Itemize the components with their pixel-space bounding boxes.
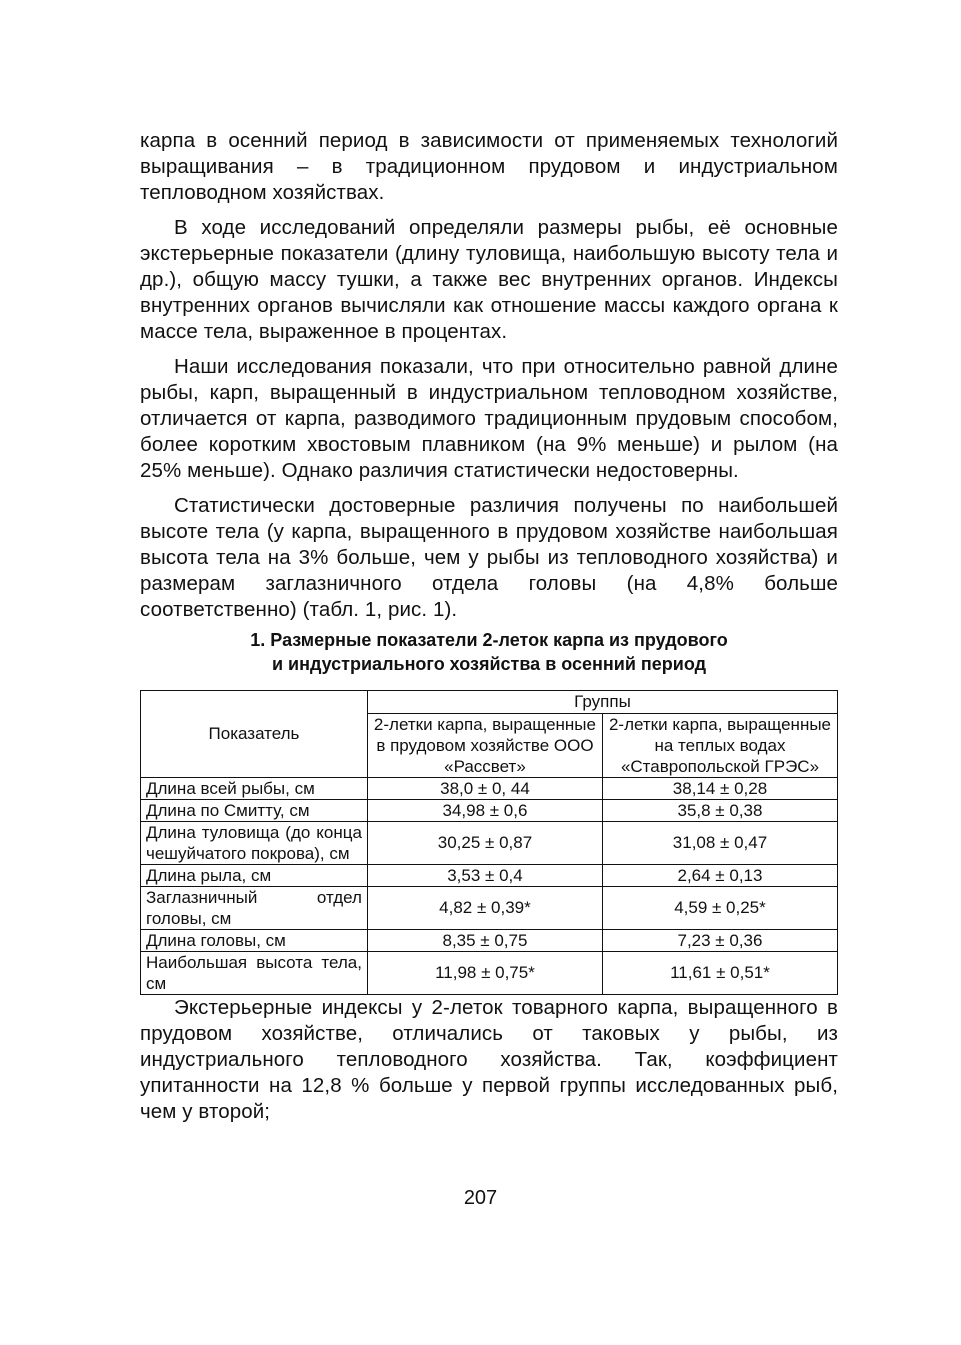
row-label: Длина головы, см: [141, 929, 368, 951]
row-value-group-1: 11,98 ± 0,75*: [367, 951, 602, 994]
row-value-group-2: 11,61 ± 0,51*: [602, 951, 837, 994]
measurements-table: [140, 690, 838, 995]
row-label: Заглазничный отдел головы, см: [141, 886, 368, 929]
table-row: [141, 886, 838, 929]
table-caption-line-2: и индустриального хозяйства в осенний период: [271, 653, 707, 674]
row-value-group-2: 2,64 ± 0,13: [602, 864, 837, 886]
row-label: Длина всей рыбы, см: [141, 777, 368, 799]
row-label: Длина по Смитту, см: [141, 799, 368, 821]
row-value-group-1: 8,35 ± 0,75: [367, 929, 602, 951]
row-label: Длина туловища (до конца чешуйчатого покрова), см: [141, 821, 368, 864]
row-value-group-2: 4,59 ± 0,25*: [602, 886, 837, 929]
paragraph-4: Статистически достоверные различия получены по наибольшей высоте тела (у карпа, выращенного в прудовом хозяйстве наибольшая высота тела на 3% больше, чем у рыбы из тепловодного хозяйства) и размерам заглазничного отдела головы (на 4,8% больше соответственно) (табл. 1, рис. 1).: [140, 493, 838, 622]
page-number: 207: [463, 1187, 498, 1209]
header-groups: Группы: [367, 690, 837, 713]
row-value-group-1: 30,25 ± 0,87: [367, 821, 602, 864]
table-caption-line-1: 1. Размерные показатели 2-леток карпа из прудового: [250, 629, 728, 650]
table-row: [141, 951, 838, 994]
paragraph-3: Наши исследования показали, что при относительно равной длине рыбы, карп, выращенный в индустриальном тепловодном хозяйстве, отличается от карпа, разводимого традиционным прудовым способом, более коротким хвостовым плавником (на 9% меньше) и рылом (на 25% меньше). Однако различия статистически недостоверны.: [140, 354, 838, 483]
row-label: Наибольшая высота тела, см: [141, 951, 368, 994]
paragraph-2: В ходе исследований определяли размеры рыбы, её основные экстерьерные показатели (длину туловища, наибольшую высоту тела и др.), общую массу тушки, а также вес внутренних органов. Индексы внутренних органов вычисляли как отношение массы каждого органа к массе тела, выраженное в процентах.: [140, 215, 838, 344]
header-group-1: 2-летки карпа, выращенные в прудовом хозяйстве ООО «Рассвет»: [367, 713, 602, 777]
row-value-group-1: 3,53 ± 0,4: [367, 864, 602, 886]
row-value-group-2: 31,08 ± 0,47: [602, 821, 837, 864]
row-value-group-2: 38,14 ± 0,28: [602, 777, 837, 799]
row-value-group-1: 38,0 ± 0, 44: [367, 777, 602, 799]
page-content: [140, 128, 838, 1126]
row-value-group-2: 35,8 ± 0,38: [602, 799, 837, 821]
paragraph-after-table: Экстерьерные индексы у 2-леток товарного карпа, выращенного в прудовом хозяйстве, отличались от таковых у рыбы, из индустриального тепловодного хозяйства. Так, коэффициент упитанности на 12,8 % больше у первой группы исследованных рыб, чем у второй;: [140, 995, 838, 1124]
paragraph-1: карпа в осенний период в зависимости от применяемых технологий выращивания – в традиционном прудовом и индустриальном тепловодном хозяйствах.: [140, 129, 838, 205]
row-value-group-1: 4,82 ± 0,39*: [367, 886, 602, 929]
table-row: [141, 821, 838, 864]
row-label: Длина рыла, см: [141, 864, 368, 886]
table-row: [141, 777, 838, 799]
header-group-2: 2-летки карпа, выращенные на теплых водах «Ставропольской ГРЭС»: [602, 713, 837, 777]
table-row: [141, 929, 838, 951]
table-row: [141, 799, 838, 821]
table-caption: [140, 628, 838, 676]
row-value-group-1: 34,98 ± 0,6: [367, 799, 602, 821]
header-indicator: Показатель: [141, 690, 368, 777]
table-row: [141, 864, 838, 886]
row-value-group-2: 7,23 ± 0,36: [602, 929, 837, 951]
